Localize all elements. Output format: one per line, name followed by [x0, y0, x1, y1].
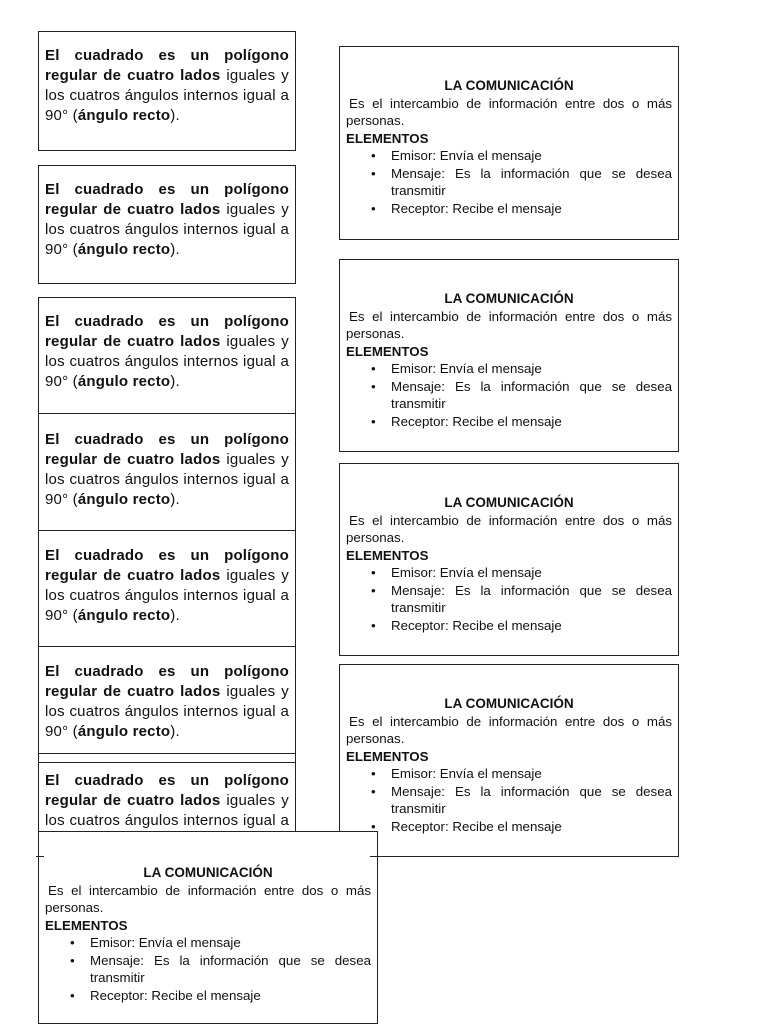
square-bold-text: El cuadrado es un polígono regular de cuatro lados	[45, 181, 289, 218]
square-normal-text: iguales y los cuatros ángulos internos igual a 90° (	[45, 451, 290, 508]
list-item: • Mensaje: Es la información que se desea transmitir	[391, 582, 672, 617]
square-angle-term: ángulo recto	[77, 491, 171, 508]
communication-title: LA COMUNICACIÓN	[143, 865, 273, 880]
square-definition-box	[38, 413, 296, 531]
square-closing-text: ).	[170, 107, 180, 124]
list-item: • Emisor: Envía el mensaje	[391, 360, 672, 378]
square-bold-text: El cuadrado es un polígono regular de cuatro lados	[45, 47, 289, 84]
communication-title: LA COMUNICACIÓN	[444, 291, 574, 306]
square-bold-text: El cuadrado es un polígono regular de cuatro lados	[45, 313, 289, 350]
list-item: • Mensaje: Es la información que se desea transmitir	[90, 952, 371, 987]
square-definition-box	[38, 530, 296, 648]
list-item: • Emisor: Envía el mensaje	[391, 765, 672, 783]
square-closing-text: ).	[170, 373, 180, 390]
square-normal-text: iguales y los cuatros ángulos internos igual a 90° (	[45, 333, 290, 390]
communication-title: LA COMUNICACIÓN	[444, 696, 574, 711]
communication-box	[339, 46, 679, 240]
elements-list	[346, 564, 672, 634]
square-closing-text: ).	[170, 723, 180, 740]
square-definition-box	[38, 31, 296, 151]
elements-heading: ELEMENTOS	[346, 130, 429, 146]
elements-list	[346, 147, 672, 217]
communication-box	[339, 259, 679, 452]
corner-tick-mark	[36, 856, 44, 857]
overlap-divider-line	[38, 753, 296, 754]
communication-definition: Es el intercambio de información entre dos o más personas.	[45, 882, 371, 915]
square-normal-text: iguales y los cuatros ángulos internos igual a 90° (	[45, 683, 290, 740]
elements-heading: ELEMENTOS	[346, 748, 429, 764]
list-item: • Emisor: Envía el mensaje	[391, 564, 672, 582]
communication-box	[38, 831, 378, 1024]
elements-heading: ELEMENTOS	[346, 547, 429, 563]
list-item: • Emisor: Envía el mensaje	[90, 934, 371, 952]
square-normal-text: iguales y los cuatros ángulos internos igual a	[45, 792, 290, 829]
corner-tick-mark	[370, 856, 378, 857]
elements-heading: ELEMENTOS	[45, 917, 128, 933]
square-angle-term: ángulo recto	[77, 607, 171, 624]
list-item: • Mensaje: Es la información que se desea transmitir	[391, 378, 672, 413]
list-item: • Emisor: Envía el mensaje	[391, 147, 672, 165]
elements-list	[346, 765, 672, 835]
square-definition-box	[38, 297, 296, 415]
square-bold-text: El cuadrado es un polígono regular de cuatro lados	[45, 663, 289, 700]
communication-definition: Es el intercambio de información entre dos o más personas.	[346, 512, 672, 545]
communication-title: LA COMUNICACIÓN	[444, 495, 574, 510]
list-item: • Receptor: Recibe el mensaje	[90, 987, 371, 1005]
square-normal-text: iguales y los cuatros ángulos internos igual a 90° (	[45, 67, 290, 124]
communication-box	[339, 664, 679, 857]
list-item: • Receptor: Recibe el mensaje	[391, 617, 672, 635]
communication-definition: Es el intercambio de información entre dos o más personas.	[346, 713, 672, 746]
square-bold-text: El cuadrado es un polígono regular de cuatro lados	[45, 431, 289, 468]
elements-list	[45, 934, 371, 1004]
communication-title: LA COMUNICACIÓN	[444, 78, 574, 93]
square-closing-text: ).	[170, 241, 180, 258]
square-normal-text: iguales y los cuatros ángulos internos igual a 90° (	[45, 201, 290, 258]
square-definition-box	[38, 165, 296, 284]
square-normal-text: iguales y los cuatros ángulos internos igual a 90° (	[45, 567, 290, 624]
square-angle-term: ángulo recto	[77, 107, 171, 124]
square-angle-term: ángulo recto	[77, 241, 171, 258]
square-definition-box	[38, 646, 296, 764]
square-angle-term: ángulo recto	[77, 723, 171, 740]
square-bold-text: El cuadrado es un polígono regular de cuatro lados	[45, 772, 289, 809]
communication-box	[339, 463, 679, 656]
square-angle-term: ángulo recto	[77, 373, 171, 390]
square-bold-text: El cuadrado es un polígono regular de cuatro lados	[45, 547, 289, 584]
list-item: • Mensaje: Es la información que se desea transmitir	[391, 165, 672, 200]
list-item: • Mensaje: Es la información que se desea transmitir	[391, 783, 672, 818]
list-item: • Receptor: Recibe el mensaje	[391, 200, 672, 218]
list-item: • Receptor: Recibe el mensaje	[391, 818, 672, 836]
list-item: • Receptor: Recibe el mensaje	[391, 413, 672, 431]
elements-list	[346, 360, 672, 430]
square-closing-text: ).	[170, 491, 180, 508]
elements-heading: ELEMENTOS	[346, 343, 429, 359]
communication-definition: Es el intercambio de información entre dos o más personas.	[346, 95, 672, 128]
square-closing-text: ).	[170, 607, 180, 624]
square-definition-box	[38, 762, 296, 834]
communication-definition: Es el intercambio de información entre dos o más personas.	[346, 308, 672, 341]
